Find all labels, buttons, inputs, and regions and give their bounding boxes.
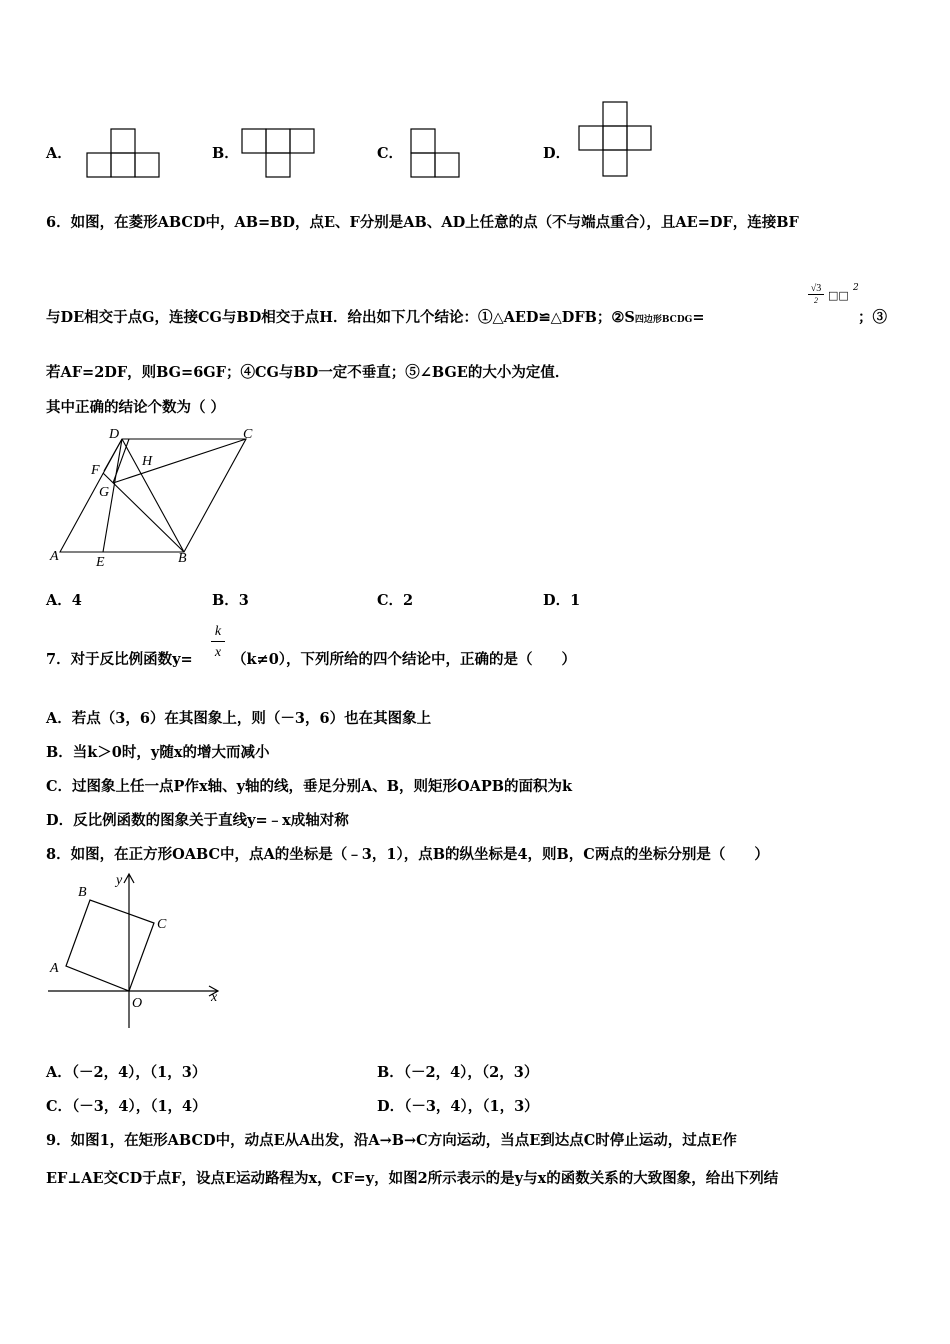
q7-stem-suffix: （k≠0），下列所给的四个结论中，正确的是（ ） [232,651,577,668]
q6-option-a: A．4 [46,592,82,609]
q6-line2-tail: ；③ [858,309,887,326]
q7-option-b: B．当k＞0时，y随x的增大而减小 [46,744,270,761]
q8-option-a: A．（－2，4），（1，3） [46,1064,207,1081]
q6-fraction-placeholder: □□ [828,289,849,302]
q8-option-b: B．（－2，4），（2，3） [377,1064,539,1081]
q8-label-o: O [132,996,143,1011]
q6-fraction-superscript: 2 [853,283,859,293]
q6-stem-line2 [46,306,704,327]
q5-option-d-figure [577,101,653,179]
q5-option-b-figure [241,128,316,180]
q9-stem-line2: EF⊥AE交CD于点F，设点E运动路程为x，CF=y，如图2所示表示的是y与x的函数关系的大致图象，给出下列结 [46,1170,779,1187]
q7-option-a: A．若点（3，6）在其图象上，则（－3，6）也在其图象上 [46,710,432,727]
q6-area-subscript: 四边形BCDG [634,315,693,325]
q6-fraction-denominator: 2 [814,296,818,305]
q6-label-b: B [178,551,187,566]
q8-square-figure [46,868,226,1030]
q5-option-c-figure [410,128,462,180]
q5-option-d-label: D． [543,145,571,162]
q8-stem: 8．如图，在正方形OABC中，点A的坐标是（﹣3，1），点B的纵坐标是4，则B，C两点的坐标分别是（ ） [46,846,769,863]
q6-fraction-numerator: √3 [808,283,824,295]
q5-option-a-label: A． [46,145,72,162]
q8-option-c: C．（－3，4），（1，4） [46,1098,207,1115]
q6-area-equals: = [692,309,705,326]
q6-label-d: D [109,427,120,442]
q8-label-y: y [116,873,123,888]
q6-option-d: D．1 [543,592,581,609]
q6-label-g: G [99,485,110,500]
q5-option-c-label: C． [377,145,404,162]
q8-label-c: C [157,917,167,932]
q5-option-b-label: B． [212,145,239,162]
q6-rhombus-figure [44,422,269,572]
q7-fraction-denominator: x [214,645,222,660]
q7-stem-prefix: 7．对于反比例函数y= [46,651,193,668]
q7-option-c: C．过图象上任一点P作x轴、y轴的线，垂足分别A、B，则矩形OAPB的面积为k [46,778,573,795]
q6-label-f: F [91,463,100,478]
q6-label-h: H [142,454,153,469]
q5-option-a-figure [86,128,161,180]
q6-label-e: E [96,555,105,570]
q8-label-x: x [211,990,218,1005]
q6-label-c: C [243,427,253,442]
q6-stem-line3: 若AF=2DF，则BG=6GF；④CG与BD一定不垂直；⑤∠BGE的大小为定值． [46,364,570,381]
q8-label-a: A [50,961,59,976]
q8-label-b: B [78,885,87,900]
q6-option-b: B．3 [212,592,249,609]
q6-option-c: C．2 [377,592,414,609]
q6-line2-text: 与DE相交于点G，连接CG与BD相交于点H．给出如下几个结论：①△AED≌△DFB；②S [46,309,635,326]
q8-option-d: D．（－3，4），（1，3） [377,1098,539,1115]
q7-option-d: D．反比例函数的图象关于直线y=﹣x成轴对称 [46,812,349,829]
q7-fraction-numerator: k [211,623,225,642]
q6-stem-line1: 6．如图，在菱形ABCD中，AB=BD，点E、F分别是AB、AD上任意的点（不与端点重合），且AE=DF，连接BF [46,214,799,231]
q9-stem-line1: 9．如图1，在矩形ABCD中，动点E从A出发，沿A→B→C方向运动，当点E到达点C时停止运动，过点E作 [46,1132,737,1149]
q6-stem-line4: 其中正确的结论个数为（ ） [46,399,226,416]
q6-label-a: A [50,549,59,564]
